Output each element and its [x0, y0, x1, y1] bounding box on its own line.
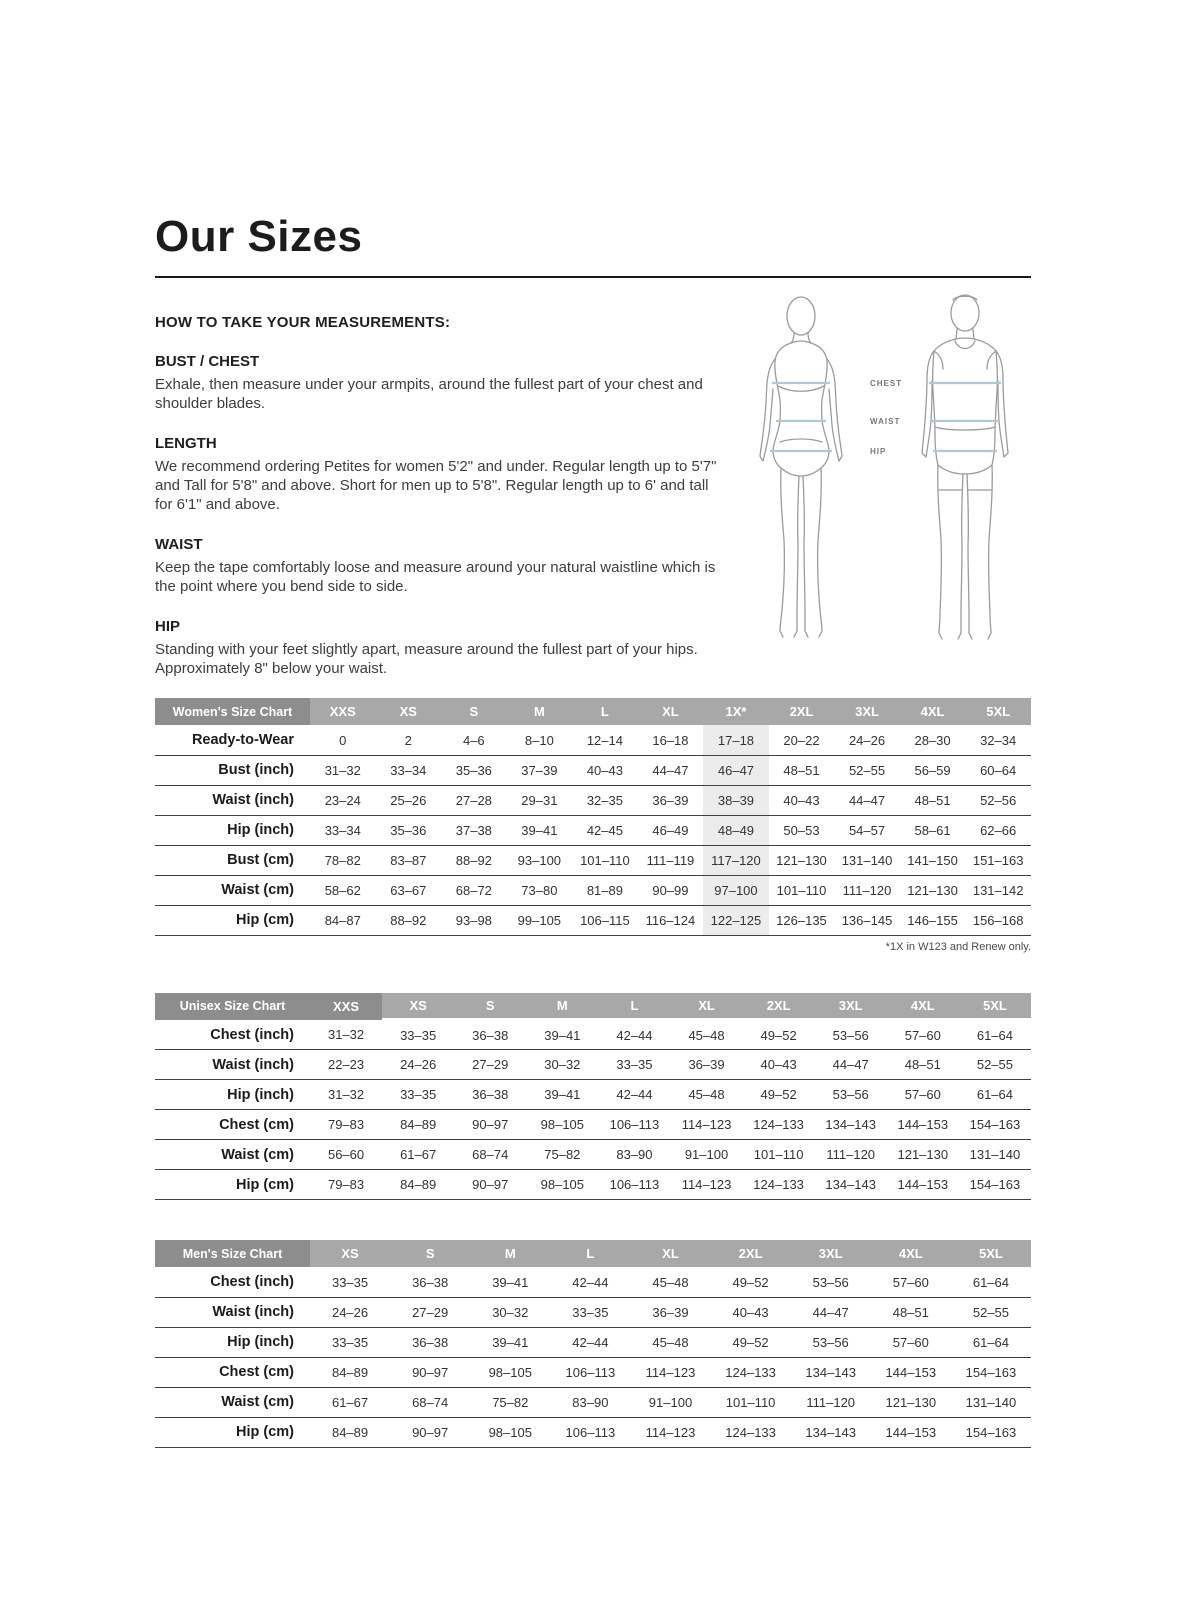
- column-header: M: [470, 1240, 550, 1267]
- size-cell: 124–133: [743, 1170, 815, 1200]
- size-cell: 144–153: [887, 1110, 959, 1140]
- size-cell: 111–119: [638, 845, 704, 875]
- size-cell: 154–163: [951, 1357, 1031, 1387]
- column-header: XS: [382, 993, 454, 1020]
- size-cell: 52–55: [959, 1050, 1031, 1080]
- size-cell: 151–163: [965, 845, 1031, 875]
- size-cell: 57–60: [871, 1327, 951, 1357]
- size-cell: 61–67: [382, 1140, 454, 1170]
- section-title: LENGTH: [155, 435, 217, 453]
- size-cell: 68–72: [441, 875, 507, 905]
- size-cell: 90–97: [454, 1110, 526, 1140]
- size-cell: 25–26: [376, 785, 442, 815]
- size-cell: 84–89: [310, 1417, 390, 1447]
- table-row: [155, 785, 1031, 815]
- womens-size-chart: [155, 698, 1031, 953]
- size-cell: 48–49: [703, 815, 769, 845]
- size-cell: 93–100: [507, 845, 573, 875]
- size-cell: 57–60: [887, 1020, 959, 1050]
- size-cell: 42–44: [550, 1267, 630, 1297]
- size-cell: 78–82: [310, 845, 376, 875]
- size-cell: 81–89: [572, 875, 638, 905]
- size-cell: 106–113: [598, 1110, 670, 1140]
- size-cell: 44–47: [791, 1297, 871, 1327]
- size-cell: 134–143: [791, 1357, 871, 1387]
- size-cell: 101–110: [743, 1140, 815, 1170]
- size-cell: 42–45: [572, 815, 638, 845]
- row-label: Hip (cm): [155, 905, 310, 935]
- size-cell: 45–48: [630, 1267, 710, 1297]
- male-figure-illustration: [922, 295, 1008, 639]
- table-row: [155, 1170, 1031, 1200]
- size-cell: 53–56: [815, 1020, 887, 1050]
- female-figure-illustration: [760, 297, 842, 637]
- table-title: Men's Size Chart: [155, 1240, 310, 1267]
- column-header: 3XL: [815, 993, 887, 1020]
- column-header: M: [507, 698, 573, 725]
- size-cell: 36–38: [390, 1267, 470, 1297]
- size-cell: 111–120: [791, 1387, 871, 1417]
- size-cell: 98–105: [526, 1170, 598, 1200]
- size-cell: 33–34: [310, 815, 376, 845]
- size-cell: 68–74: [390, 1387, 470, 1417]
- size-cell: 98–105: [470, 1417, 550, 1447]
- size-cell: 124–133: [743, 1110, 815, 1140]
- table-row: [155, 1297, 1031, 1327]
- row-label: Waist (inch): [155, 785, 310, 815]
- size-cell: 36–39: [670, 1050, 742, 1080]
- row-label: Bust (cm): [155, 845, 310, 875]
- column-header: S: [454, 993, 526, 1020]
- size-cell: 2: [376, 725, 442, 755]
- size-charts: [155, 698, 1031, 1448]
- table-row: [155, 1327, 1031, 1357]
- body-measurement-figures: [736, 292, 1030, 678]
- size-cell: 136–145: [834, 905, 900, 935]
- table-footnote: *1X in W123 and Renew only.: [885, 940, 1031, 953]
- size-cell: 146–155: [900, 905, 966, 935]
- size-cell: 32–34: [965, 725, 1031, 755]
- size-cell: 131–140: [951, 1387, 1031, 1417]
- size-cell: 106–113: [550, 1357, 630, 1387]
- size-cell: 36–38: [454, 1080, 526, 1110]
- size-cell: 134–143: [815, 1110, 887, 1140]
- size-cell: 32–35: [572, 785, 638, 815]
- size-cell: 97–100: [703, 875, 769, 905]
- size-cell: 12–14: [572, 725, 638, 755]
- column-header: XS: [310, 1240, 390, 1267]
- size-cell: 124–133: [711, 1417, 791, 1447]
- size-cell: 98–105: [470, 1357, 550, 1387]
- column-header: L: [598, 993, 670, 1020]
- column-header: 2XL: [769, 698, 835, 725]
- size-cell: 116–124: [638, 905, 704, 935]
- size-cell: 33–34: [376, 755, 442, 785]
- male-measure-lines: [929, 383, 1001, 451]
- row-label: Chest (inch): [155, 1267, 310, 1297]
- hip-measure-label: HIP: [870, 447, 887, 456]
- table-row: [155, 1080, 1031, 1110]
- size-cell: 36–38: [454, 1020, 526, 1050]
- size-cell: 83–90: [550, 1387, 630, 1417]
- size-cell: 31–32: [310, 1080, 382, 1110]
- row-label: Hip (inch): [155, 815, 310, 845]
- column-header: 3XL: [834, 698, 900, 725]
- size-cell: 27–29: [454, 1050, 526, 1080]
- column-header: 2XL: [711, 1240, 791, 1267]
- size-cell: 90–99: [638, 875, 704, 905]
- table-row: [155, 1417, 1031, 1447]
- title-divider: [155, 276, 1031, 278]
- size-cell: 61–67: [310, 1387, 390, 1417]
- size-cell: 144–153: [871, 1357, 951, 1387]
- size-cell: 156–168: [965, 905, 1031, 935]
- size-cell: 37–39: [507, 755, 573, 785]
- table-row: [155, 725, 1031, 755]
- header-row: [155, 993, 1031, 1020]
- size-cell: 121–130: [900, 875, 966, 905]
- size-cell: 52–56: [965, 785, 1031, 815]
- size-cell: 124–133: [711, 1357, 791, 1387]
- size-cell: 50–53: [769, 815, 835, 845]
- column-header: XXS: [310, 698, 376, 725]
- size-cell: 52–55: [834, 755, 900, 785]
- size-cell: 88–92: [441, 845, 507, 875]
- size-cell: 134–143: [815, 1170, 887, 1200]
- size-cell: 40–43: [572, 755, 638, 785]
- size-cell: 121–130: [871, 1387, 951, 1417]
- size-cell: 53–56: [791, 1267, 871, 1297]
- row-label: Hip (cm): [155, 1417, 310, 1447]
- size-cell: 111–120: [815, 1140, 887, 1170]
- size-cell: 79–83: [310, 1110, 382, 1140]
- size-cell: 106–113: [598, 1170, 670, 1200]
- row-label: Waist (cm): [155, 1387, 310, 1417]
- size-cell: 106–115: [572, 905, 638, 935]
- column-header: XL: [670, 993, 742, 1020]
- table-row: [155, 1267, 1031, 1297]
- table-row: [155, 1050, 1031, 1080]
- row-label: Ready-to-Wear: [155, 725, 310, 755]
- row-label: Chest (inch): [155, 1020, 310, 1050]
- size-cell: 114–123: [630, 1357, 710, 1387]
- waist-measure-label: WAIST: [870, 417, 901, 426]
- column-header: 4XL: [887, 993, 959, 1020]
- size-cell: 117–120: [703, 845, 769, 875]
- size-cell: 0: [310, 725, 376, 755]
- size-cell: 141–150: [900, 845, 966, 875]
- column-header: 2XL: [743, 993, 815, 1020]
- size-cell: 101–110: [572, 845, 638, 875]
- size-cell: 99–105: [507, 905, 573, 935]
- section-title: BUST / CHEST: [155, 353, 260, 370]
- size-cell: 48–51: [887, 1050, 959, 1080]
- row-label: Bust (inch): [155, 755, 310, 785]
- size-cell: 49–52: [711, 1267, 791, 1297]
- size-cell: 61–64: [959, 1020, 1031, 1050]
- size-cell: 58–61: [900, 815, 966, 845]
- size-cell: 24–26: [834, 725, 900, 755]
- section-body: Exhale, then measure under your armpits, around the fullest part of your chest and shoulder blades.: [155, 376, 703, 413]
- section-length: [155, 435, 730, 514]
- size-cell: 33–35: [598, 1050, 670, 1080]
- column-header: 5XL: [959, 993, 1031, 1020]
- page-title: Our Sizes: [155, 212, 363, 261]
- table-row: [155, 875, 1031, 905]
- size-cell: 33–35: [382, 1080, 454, 1110]
- row-label: Waist (inch): [155, 1050, 310, 1080]
- size-cell: 63–67: [376, 875, 442, 905]
- size-cell: 57–60: [887, 1080, 959, 1110]
- table-row: [155, 815, 1031, 845]
- size-cell: 75–82: [526, 1140, 598, 1170]
- size-cell: 90–97: [390, 1417, 470, 1447]
- size-cell: 58–62: [310, 875, 376, 905]
- section-body: We recommend ordering Petites for women 5'2" and under. Regular length up to 5'7" and Tall for 5'8" and above. Short for men up to 5'8". Regular length up to 6' and tall for 6'1" and above.: [155, 458, 717, 514]
- row-label: Waist (cm): [155, 875, 310, 905]
- size-cell: 56–59: [900, 755, 966, 785]
- size-cell: 48–51: [871, 1297, 951, 1327]
- row-label: Chest (cm): [155, 1110, 310, 1140]
- header-row: [155, 1240, 1031, 1267]
- size-cell: 42–44: [598, 1080, 670, 1110]
- table-row: [155, 1357, 1031, 1387]
- size-cell: 45–48: [630, 1327, 710, 1357]
- size-cell: 101–110: [769, 875, 835, 905]
- size-cell: 27–29: [390, 1297, 470, 1327]
- section-body: Standing with your feet slightly apart, measure around the fullest part of your hips. Approximately 8" below your waist.: [155, 641, 698, 678]
- column-header: 4XL: [900, 698, 966, 725]
- table-row: [155, 845, 1031, 875]
- instructions-heading: HOW TO TAKE YOUR MEASUREMENTS:: [155, 314, 451, 331]
- size-cell: 134–143: [791, 1417, 871, 1447]
- unisex-size-chart-table: [155, 993, 1031, 1201]
- size-cell: 31–32: [310, 1020, 382, 1050]
- column-header: L: [572, 698, 638, 725]
- size-cell: 33–35: [550, 1297, 630, 1327]
- size-cell: 101–110: [711, 1387, 791, 1417]
- size-cell: 83–87: [376, 845, 442, 875]
- size-cell: 83–90: [598, 1140, 670, 1170]
- size-cell: 131–140: [959, 1140, 1031, 1170]
- table-row: [155, 1110, 1031, 1140]
- size-cell: 49–52: [743, 1020, 815, 1050]
- section-title: HIP: [155, 618, 181, 636]
- size-cell: 90–97: [390, 1357, 470, 1387]
- size-cell: 154–163: [951, 1417, 1031, 1447]
- size-cell: 42–44: [598, 1020, 670, 1050]
- section-title: WAIST: [155, 536, 203, 554]
- section-bust-chest: [155, 353, 730, 413]
- size-cell: 37–38: [441, 815, 507, 845]
- size-cell: 121–130: [887, 1140, 959, 1170]
- table-row: [155, 905, 1031, 935]
- size-cell: 36–38: [390, 1327, 470, 1357]
- size-cell: 29–31: [507, 785, 573, 815]
- size-cell: 114–123: [670, 1170, 742, 1200]
- table-row: [155, 1387, 1031, 1417]
- intro-row: [155, 292, 1031, 678]
- size-cell: 84–89: [310, 1357, 390, 1387]
- size-cell: 33–35: [310, 1267, 390, 1297]
- row-label: Hip (cm): [155, 1170, 310, 1200]
- size-cell: 35–36: [441, 755, 507, 785]
- column-header: XL: [638, 698, 704, 725]
- size-cell: 53–56: [815, 1080, 887, 1110]
- size-cell: 88–92: [376, 905, 442, 935]
- row-label: Waist (inch): [155, 1297, 310, 1327]
- size-cell: 40–43: [711, 1297, 791, 1327]
- size-cell: 144–153: [871, 1417, 951, 1447]
- size-cell: 144–153: [887, 1170, 959, 1200]
- size-cell: 52–55: [951, 1297, 1031, 1327]
- size-cell: 49–52: [743, 1080, 815, 1110]
- size-cell: 27–28: [441, 785, 507, 815]
- size-cell: 16–18: [638, 725, 704, 755]
- size-cell: 90–97: [454, 1170, 526, 1200]
- size-cell: 62–66: [965, 815, 1031, 845]
- size-cell: 84–87: [310, 905, 376, 935]
- size-cell: 91–100: [670, 1140, 742, 1170]
- table-title: Unisex Size Chart: [155, 993, 310, 1020]
- size-cell: 73–80: [507, 875, 573, 905]
- table-row: [155, 1140, 1031, 1170]
- column-header: 5XL: [965, 698, 1031, 725]
- size-cell: 28–30: [900, 725, 966, 755]
- column-header: XS: [376, 698, 442, 725]
- size-cell: 39–41: [470, 1267, 550, 1297]
- size-cell: 79–83: [310, 1170, 382, 1200]
- size-cell: 60–64: [965, 755, 1031, 785]
- size-cell: 17–18: [703, 725, 769, 755]
- column-header: 1X*: [703, 698, 769, 725]
- size-cell: 49–52: [711, 1327, 791, 1357]
- size-cell: 68–74: [454, 1140, 526, 1170]
- size-cell: 48–51: [769, 755, 835, 785]
- size-cell: 23–24: [310, 785, 376, 815]
- size-cell: 56–60: [310, 1140, 382, 1170]
- size-cell: 75–82: [470, 1387, 550, 1417]
- chest-measure-label: CHEST: [870, 379, 903, 388]
- size-cell: 61–64: [959, 1080, 1031, 1110]
- mens-size-chart: [155, 1240, 1031, 1448]
- size-cell: 4–6: [441, 725, 507, 755]
- column-header: XXS: [310, 993, 382, 1020]
- size-cell: 35–36: [376, 815, 442, 845]
- size-cell: 131–142: [965, 875, 1031, 905]
- size-cell: 46–49: [638, 815, 704, 845]
- size-cell: 54–57: [834, 815, 900, 845]
- size-cell: 33–35: [310, 1327, 390, 1357]
- size-cell: 93–98: [441, 905, 507, 935]
- table-row: [155, 755, 1031, 785]
- column-header: 3XL: [791, 1240, 871, 1267]
- size-cell: 61–64: [951, 1267, 1031, 1297]
- size-cell: 114–123: [670, 1110, 742, 1140]
- header-row: [155, 698, 1031, 725]
- column-header: 4XL: [871, 1240, 951, 1267]
- table-title: Women's Size Chart: [155, 698, 310, 725]
- size-cell: 44–47: [834, 785, 900, 815]
- page-content: [155, 0, 1031, 1448]
- size-cell: 30–32: [526, 1050, 598, 1080]
- size-cell: 40–43: [769, 785, 835, 815]
- size-cell: 53–56: [791, 1327, 871, 1357]
- size-cell: 39–41: [507, 815, 573, 845]
- size-cell: 84–89: [382, 1110, 454, 1140]
- size-cell: 91–100: [630, 1387, 710, 1417]
- row-label: Hip (inch): [155, 1327, 310, 1357]
- size-cell: 121–130: [769, 845, 835, 875]
- size-cell: 106–113: [550, 1417, 630, 1447]
- womens-size-chart-table: [155, 698, 1031, 936]
- size-cell: 126–135: [769, 905, 835, 935]
- column-header: XL: [630, 1240, 710, 1267]
- size-cell: 33–35: [382, 1020, 454, 1050]
- size-cell: 36–39: [630, 1297, 710, 1327]
- section-waist: [155, 536, 730, 596]
- table-row: [155, 1020, 1031, 1050]
- size-cell: 84–89: [382, 1170, 454, 1200]
- row-label: Waist (cm): [155, 1140, 310, 1170]
- size-cell: 38–39: [703, 785, 769, 815]
- size-cell: 39–41: [526, 1020, 598, 1050]
- size-cell: 30–32: [470, 1297, 550, 1327]
- row-label: Hip (inch): [155, 1080, 310, 1110]
- size-cell: 154–163: [959, 1170, 1031, 1200]
- size-cell: 24–26: [382, 1050, 454, 1080]
- size-cell: 31–32: [310, 755, 376, 785]
- column-header: S: [390, 1240, 470, 1267]
- size-cell: 48–51: [900, 785, 966, 815]
- size-cell: 61–64: [951, 1327, 1031, 1357]
- mens-size-chart-table: [155, 1240, 1031, 1448]
- column-header: S: [441, 698, 507, 725]
- size-cell: 122–125: [703, 905, 769, 935]
- size-cell: 114–123: [630, 1417, 710, 1447]
- size-cell: 8–10: [507, 725, 573, 755]
- size-cell: 44–47: [815, 1050, 887, 1080]
- size-cell: 111–120: [834, 875, 900, 905]
- unisex-size-chart: [155, 993, 1031, 1201]
- size-cell: 131–140: [834, 845, 900, 875]
- row-label: Chest (cm): [155, 1357, 310, 1387]
- size-cell: 39–41: [470, 1327, 550, 1357]
- size-cell: 42–44: [550, 1327, 630, 1357]
- size-cell: 39–41: [526, 1080, 598, 1110]
- size-cell: 98–105: [526, 1110, 598, 1140]
- column-header: 5XL: [951, 1240, 1031, 1267]
- size-cell: 24–26: [310, 1297, 390, 1327]
- size-cell: 22–23: [310, 1050, 382, 1080]
- column-header: L: [550, 1240, 630, 1267]
- column-header: M: [526, 993, 598, 1020]
- size-cell: 154–163: [959, 1110, 1031, 1140]
- size-cell: 45–48: [670, 1080, 742, 1110]
- size-cell: 40–43: [743, 1050, 815, 1080]
- size-cell: 57–60: [871, 1267, 951, 1297]
- size-cell: 20–22: [769, 725, 835, 755]
- size-cell: 45–48: [670, 1020, 742, 1050]
- section-hip: [155, 618, 730, 678]
- size-cell: 44–47: [638, 755, 704, 785]
- measurement-figures-illustration: [736, 292, 1030, 644]
- size-cell: 36–39: [638, 785, 704, 815]
- section-body: Keep the tape comfortably loose and measure around your natural waistline which is the point where you bend side to side.: [155, 559, 716, 596]
- measurement-instructions: [155, 292, 730, 678]
- size-cell: 46–47: [703, 755, 769, 785]
